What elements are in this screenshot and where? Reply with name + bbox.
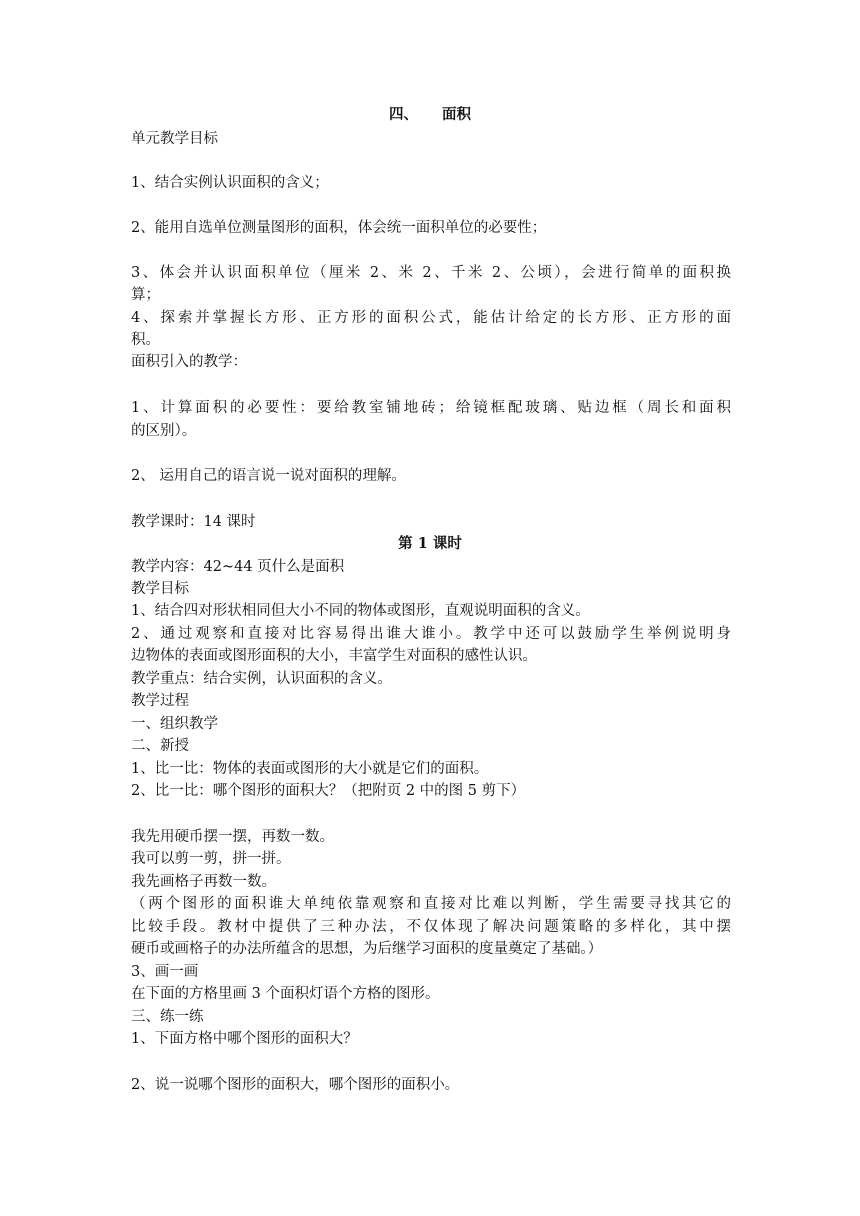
teaching-focus: 教学重点：结合实例，认识面积的含义。 (131, 671, 392, 687)
teaching-content: 教学内容：42~44 页什么是面积 (131, 559, 345, 575)
intro-heading: 面积引入的教学： (131, 354, 247, 370)
process-heading: 教学过程 (131, 693, 189, 709)
goal-2: 2、能用自选单位测量图形的面积，体会统一面积单位的必要性； (131, 220, 547, 236)
method-2: 我可以剪一剪，拼一拼。 (131, 851, 291, 867)
goal-3-line-1: 3、体会并认识面积单位（厘米 2、米 2、千米 2、公顷），会进行简单的面积换 (131, 265, 731, 281)
new-item-1: 1、比一比：物体的表面或图形的大小就是它们的面积。 (131, 761, 489, 777)
practice-1: 1、下面方格中哪个图形的面积大？ (131, 1031, 358, 1047)
practice-2: 2、说一说哪个图形的面积大，哪个图形的面积小。 (131, 1077, 460, 1093)
unit-goals-heading: 单元教学目标 (131, 131, 218, 147)
goal-4-line-2: 积。 (131, 332, 160, 348)
chapter-number: 四、 (389, 106, 418, 123)
new-item-2: 2、比一比：哪个图形的面积大？（把附页 2 中的图 5 剪下） (131, 783, 526, 799)
lesson-heading: 第 1 课时 (398, 535, 462, 552)
intro-1-line-1: 1、计算面积的必要性：要给教室铺地砖；给镜框配玻璃、贴边框（周长和面积 (131, 400, 731, 416)
intro-1-line-2: 的区别）。 (131, 423, 197, 439)
goal-1: 1、结合实例认识面积的含义； (131, 175, 329, 191)
goal-4-line-1: 4、探索并掌握长方形、正方形的面积公式，能估计给定的长方形、正方形的面 (131, 310, 731, 326)
draw-heading: 3、画一画 (131, 964, 199, 980)
teaching-hours: 教学课时：14 课时 (131, 514, 256, 530)
method-3: 我先画格子再数一数。 (131, 874, 276, 890)
teaching-goal-2-line-2: 边物体的表面或图形面积的大小，丰富学生对面积的感性认识。 (131, 648, 537, 664)
explanation-line-3: 硬币或画格子的办法所蕴含的思想，为后继学习面积的度量奠定了基础。） (131, 941, 603, 957)
explanation-line-1: （两个图形的面积谁大单纯依靠观察和直接对比难以判断，学生需要寻找其它的 (131, 896, 731, 912)
teaching-goal-1: 1、结合四对形状相同但大小不同的物体或图形，直观说明面积的含义。 (131, 603, 590, 619)
intro-2: 2、 运用自己的语言说一说对面积的理解。 (131, 468, 406, 484)
chapter-name: 面积 (442, 106, 471, 123)
practice-heading: 三、练一练 (131, 1009, 204, 1025)
teaching-goal-2-line-1: 2、通过观察和直接对比容易得出谁大谁小。教学中还可以鼓励学生举例说明身 (131, 626, 731, 642)
explanation-line-2: 比较手段。教材中提供了三种办法，不仅体现了解决问题策略的多样化，其中摆 (131, 919, 731, 935)
chapter-title (0, 104, 860, 126)
goal-3-line-2: 算； (131, 287, 160, 303)
teaching-goals-heading: 教学目标 (131, 581, 189, 597)
draw-instruction: 在下面的方格里画 3 个面积灯语个方格的图形。 (131, 986, 440, 1002)
method-1: 我先用硬币摆一摆，再数一数。 (131, 829, 334, 845)
process-step-2: 二、新授 (131, 738, 189, 754)
process-step-1: 一、组织教学 (131, 716, 218, 732)
